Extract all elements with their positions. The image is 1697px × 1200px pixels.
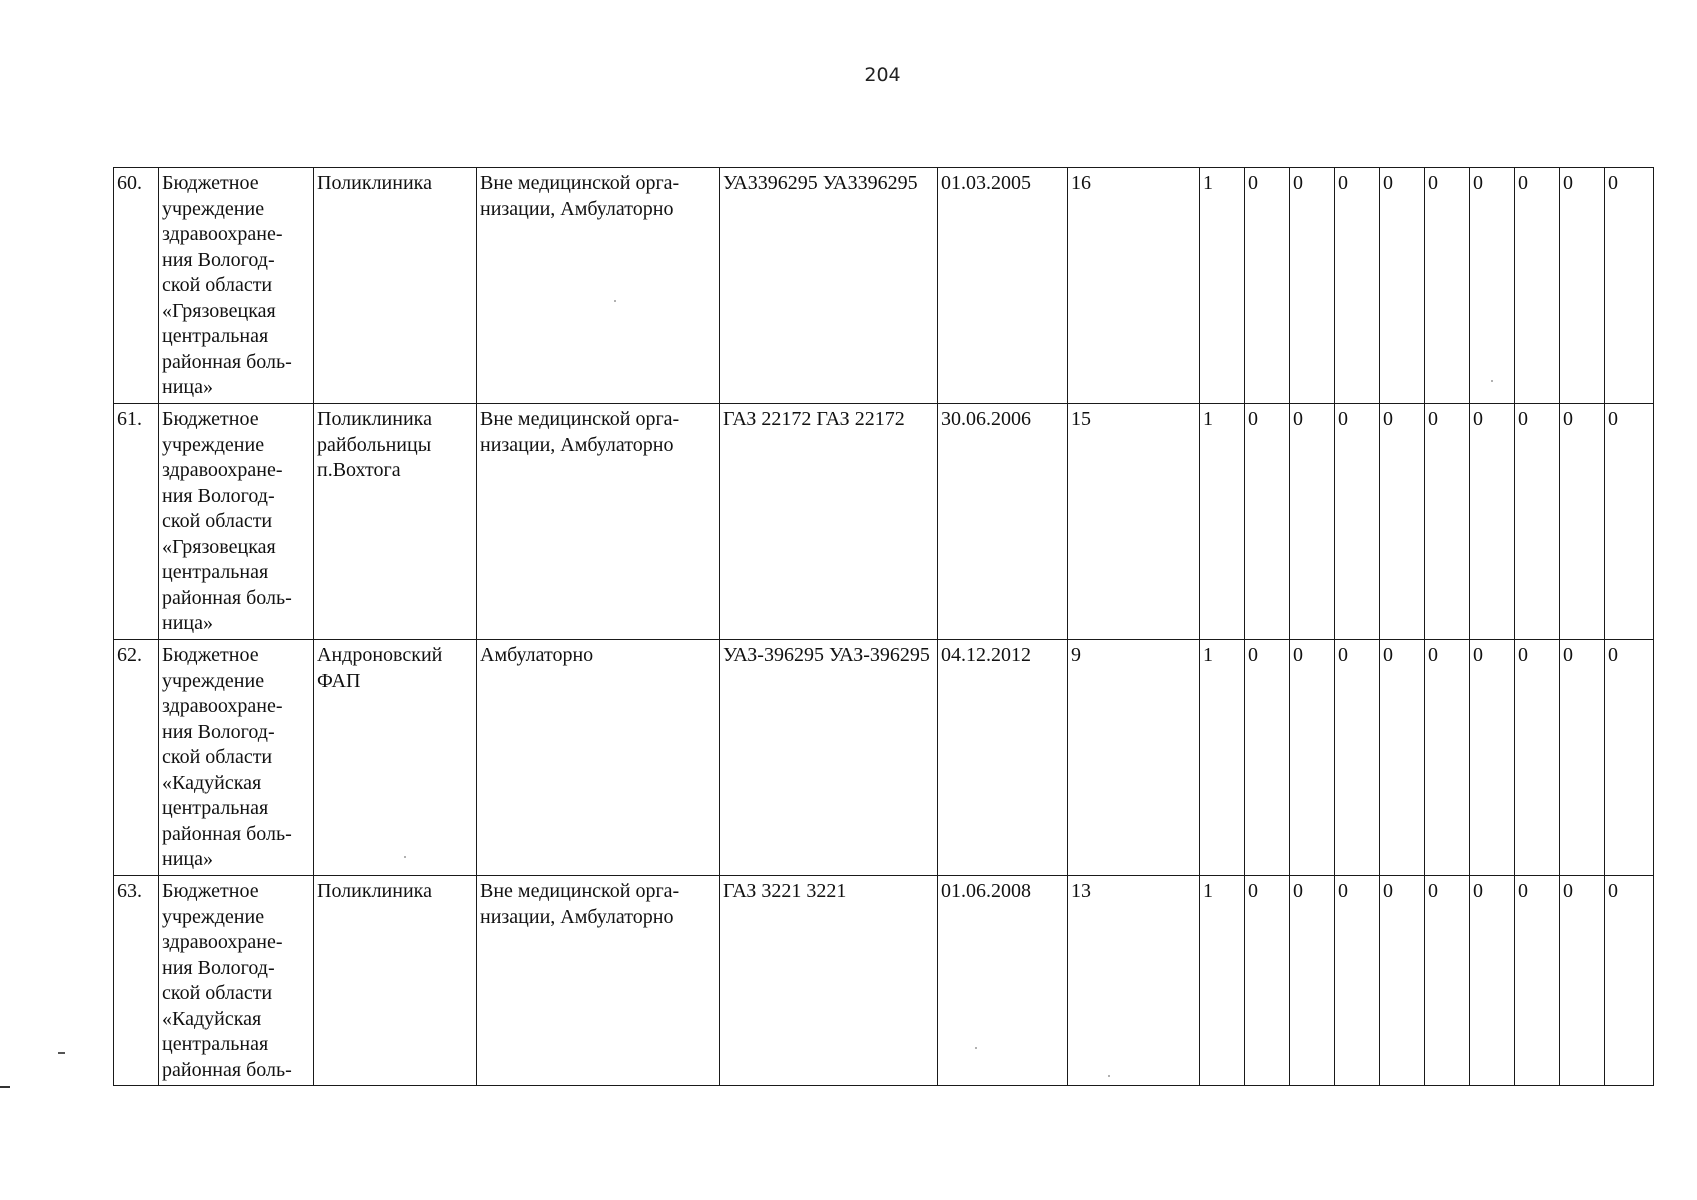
table-row xyxy=(114,876,1654,1086)
count-cell-3: 0 xyxy=(1290,404,1335,640)
care-condition-cell: Вне медицинской орга-низации, Амбулаторно xyxy=(477,876,720,1086)
count-cell-1: 1 xyxy=(1200,168,1245,404)
count-cell-9: 0 xyxy=(1560,876,1605,1086)
count-cell-5: 0 xyxy=(1380,404,1425,640)
count-cell-2: 0 xyxy=(1245,876,1290,1086)
count-cell-10: 0 xyxy=(1605,168,1654,404)
count-cell-8: 0 xyxy=(1515,876,1560,1086)
organization-cell: Бюджетное учреждение здравоохране-ния Вологод-ской области «Кадуйская центральная районная боль-ница» xyxy=(159,640,314,876)
count-cell-6: 0 xyxy=(1425,168,1470,404)
organization-cell: Бюджетное учреждение здравоохране-ния Вологод-ской области «Грязовецкая центральная районная боль-ница» xyxy=(159,404,314,640)
count-cell-4: 0 xyxy=(1335,640,1380,876)
count-cell-10: 0 xyxy=(1605,876,1654,1086)
table-row xyxy=(114,640,1654,876)
age-cell: 9 xyxy=(1068,640,1200,876)
count-cell-7: 0 xyxy=(1470,404,1515,640)
unit-cell: Поликлиника xyxy=(314,168,477,404)
care-condition-cell: Вне медицинской орга-низации, Амбулаторно xyxy=(477,404,720,640)
vehicle-model-cell: УАЗ-396295 УАЗ-396295 xyxy=(720,640,938,876)
count-cell-7: 0 xyxy=(1470,876,1515,1086)
age-cell: 13 xyxy=(1068,876,1200,1086)
count-cell-1: 1 xyxy=(1200,876,1245,1086)
scan-mark xyxy=(58,1052,65,1054)
scan-speck xyxy=(975,1047,977,1049)
count-cell-6: 0 xyxy=(1425,404,1470,640)
count-cell-4: 0 xyxy=(1335,876,1380,1086)
vehicle-registry-table xyxy=(113,167,1654,1086)
count-cell-4: 0 xyxy=(1335,404,1380,640)
count-cell-4: 0 xyxy=(1335,168,1380,404)
row-number-cell: 61. xyxy=(114,404,159,640)
count-cell-5: 0 xyxy=(1380,168,1425,404)
count-cell-10: 0 xyxy=(1605,640,1654,876)
scan-speck xyxy=(1108,1075,1110,1077)
count-cell-3: 0 xyxy=(1290,168,1335,404)
count-cell-6: 0 xyxy=(1425,876,1470,1086)
count-cell-3: 0 xyxy=(1290,876,1335,1086)
count-cell-8: 0 xyxy=(1515,640,1560,876)
age-cell: 16 xyxy=(1068,168,1200,404)
unit-cell: Поликлиника райбольницы п.Вохтога xyxy=(314,404,477,640)
table-row xyxy=(114,404,1654,640)
date-cell: 01.03.2005 xyxy=(938,168,1068,404)
count-cell-6: 0 xyxy=(1425,640,1470,876)
vehicle-model-cell: ГАЗ 22172 ГАЗ 22172 xyxy=(720,404,938,640)
count-cell-2: 0 xyxy=(1245,404,1290,640)
count-cell-5: 0 xyxy=(1380,876,1425,1086)
count-cell-9: 0 xyxy=(1560,404,1605,640)
organization-cell: Бюджетное учреждение здравоохране-ния Вологод-ской области «Грязовецкая центральная районная боль-ница» xyxy=(159,168,314,404)
vehicle-model-cell: УА3396295 УА3396295 xyxy=(720,168,938,404)
row-number-cell: 60. xyxy=(114,168,159,404)
scan-speck xyxy=(404,856,406,858)
count-cell-1: 1 xyxy=(1200,404,1245,640)
count-cell-8: 0 xyxy=(1515,168,1560,404)
table-row xyxy=(114,168,1654,404)
care-condition-cell: Амбулаторно xyxy=(477,640,720,876)
care-condition-cell: Вне медицинской орга-низации, Амбулаторно xyxy=(477,168,720,404)
unit-cell: Андроновский ФАП xyxy=(314,640,477,876)
row-number-cell: 62. xyxy=(114,640,159,876)
count-cell-1: 1 xyxy=(1200,640,1245,876)
unit-cell: Поликлиника xyxy=(314,876,477,1086)
count-cell-5: 0 xyxy=(1380,640,1425,876)
count-cell-10: 0 xyxy=(1605,404,1654,640)
count-cell-7: 0 xyxy=(1470,640,1515,876)
count-cell-3: 0 xyxy=(1290,640,1335,876)
scan-speck xyxy=(614,300,616,302)
date-cell: 30.06.2006 xyxy=(938,404,1068,640)
organization-cell: Бюджетное учреждение здравоохране-ния Вологод-ской области «Кадуйская центральная районная боль- xyxy=(159,876,314,1086)
count-cell-8: 0 xyxy=(1515,404,1560,640)
count-cell-9: 0 xyxy=(1560,640,1605,876)
count-cell-2: 0 xyxy=(1245,168,1290,404)
count-cell-7: 0 xyxy=(1470,168,1515,404)
page-number: 204 xyxy=(864,64,901,86)
count-cell-2: 0 xyxy=(1245,640,1290,876)
age-cell: 15 xyxy=(1068,404,1200,640)
scan-speck xyxy=(1491,380,1493,382)
scan-mark xyxy=(0,1086,10,1088)
row-number-cell: 63. xyxy=(114,876,159,1086)
date-cell: 01.06.2008 xyxy=(938,876,1068,1086)
count-cell-9: 0 xyxy=(1560,168,1605,404)
vehicle-model-cell: ГАЗ 3221 3221 xyxy=(720,876,938,1086)
date-cell: 04.12.2012 xyxy=(938,640,1068,876)
